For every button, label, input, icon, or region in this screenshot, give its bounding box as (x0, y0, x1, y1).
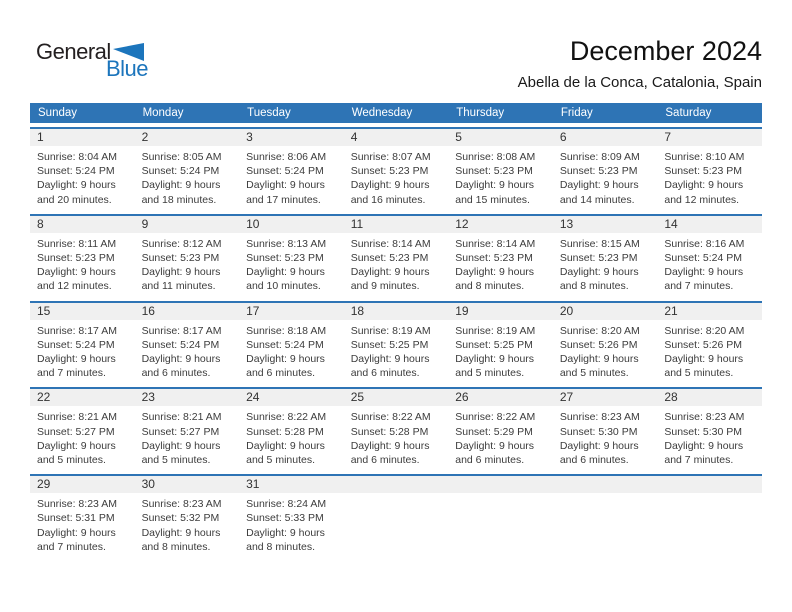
sunset-line: Sunset: 5:28 PM (350, 425, 429, 438)
weeks-container (30, 127, 762, 554)
sunset-line: Sunset: 5:24 PM (141, 165, 220, 178)
day-number: 7 (664, 130, 672, 144)
sunrise-line: Sunrise: 8:13 AM (246, 237, 327, 250)
day-number: 29 (37, 477, 51, 492)
week-row (30, 301, 762, 381)
sunrise-line: Sunrise: 8:21 AM (141, 411, 222, 424)
sunrise-line: Sunrise: 8:23 AM (37, 498, 117, 511)
day-number: 21 (664, 303, 678, 318)
daylight-line: Daylight: 9 hours and 5 minutes. (246, 439, 325, 467)
day-cell (553, 233, 658, 294)
sunrise-line: Sunrise: 8:24 AM (246, 498, 327, 511)
day-cell (239, 146, 344, 207)
sunset-line: Sunset: 5:28 PM (246, 425, 324, 438)
day-number: 19 (455, 303, 469, 318)
sunset-line: Sunset: 5:23 PM (455, 165, 533, 178)
sunrise-line: Sunrise: 8:21 AM (37, 411, 117, 424)
sunrise-line: Sunrise: 8:07 AM (350, 151, 431, 163)
sunrise-line: Sunrise: 8:10 AM (664, 151, 745, 163)
day-number: 4 (350, 130, 358, 144)
sunset-line: Sunset: 5:26 PM (664, 338, 743, 351)
sunrise-line: Sunrise: 8:17 AM (37, 324, 117, 337)
day-cell (448, 233, 553, 294)
sunset-line: Sunset: 5:23 PM (141, 252, 220, 265)
day-cell (135, 233, 240, 294)
daylight-line: Daylight: 9 hours and 9 minutes. (350, 266, 430, 293)
weekday-label-wednesday: Wednesday (351, 107, 413, 119)
sunrise-line: Sunrise: 8:14 AM (455, 237, 536, 250)
daylight-line: Daylight: 9 hours and 6 minutes. (246, 353, 325, 380)
day-number: 22 (37, 390, 51, 405)
daylight-line: Daylight: 9 hours and 6 minutes. (350, 439, 430, 467)
day-cell (344, 320, 449, 381)
day-cell (135, 406, 240, 467)
sunset-line: Sunset: 5:33 PM (246, 512, 324, 525)
day-cell (30, 493, 135, 554)
sunrise-line: Sunrise: 8:12 AM (141, 237, 222, 250)
sunrise-line: Sunrise: 8:06 AM (246, 151, 327, 163)
daylight-line: Daylight: 9 hours and 18 minutes. (141, 179, 221, 206)
daylight-line: Daylight: 9 hours and 11 minutes. (141, 266, 221, 293)
sunset-line: Sunset: 5:27 PM (37, 425, 115, 438)
daylight-line: Daylight: 9 hours and 8 minutes. (455, 266, 535, 293)
day-number: 30 (141, 477, 155, 492)
day-number: 20 (559, 303, 574, 318)
sunrise-line: Sunrise: 8:18 AM (246, 324, 327, 337)
daylight-line: Daylight: 9 hours and 5 minutes. (141, 439, 221, 467)
day-number-band (30, 389, 762, 406)
daylight-line: Daylight: 9 hours and 5 minutes. (37, 439, 116, 467)
day-number: 3 (246, 130, 253, 144)
week-row (30, 214, 762, 294)
weekday-label-sunday: Sunday (38, 107, 78, 119)
sunset-line: Sunset: 5:24 PM (37, 165, 115, 178)
sunrise-line: Sunrise: 8:22 AM (455, 411, 536, 424)
sunset-line: Sunset: 5:29 PM (455, 425, 533, 438)
sunset-line: Sunset: 5:23 PM (350, 165, 429, 178)
day-number: 17 (246, 303, 260, 318)
day-number: 23 (141, 390, 155, 405)
page-title: December 2024 (569, 36, 762, 66)
sunset-line: Sunset: 5:26 PM (559, 338, 638, 351)
empty-day-cell (344, 493, 449, 554)
sunset-line: Sunset: 5:24 PM (664, 252, 743, 265)
day-number: 5 (455, 130, 462, 144)
daylight-line: Daylight: 9 hours and 17 minutes. (246, 179, 325, 206)
sunset-line: Sunset: 5:23 PM (559, 252, 638, 265)
day-number: 10 (246, 216, 260, 231)
weekday-header-row (30, 103, 762, 123)
logo-text-general: General (36, 39, 111, 64)
daylight-line: Daylight: 9 hours and 6 minutes. (455, 439, 535, 467)
sunset-line: Sunset: 5:23 PM (350, 252, 429, 265)
sunrise-line: Sunrise: 8:20 AM (664, 324, 745, 337)
day-cell (553, 146, 658, 207)
day-number: 2 (141, 130, 149, 144)
sunset-line: Sunset: 5:23 PM (559, 165, 638, 178)
daylight-line: Daylight: 9 hours and 16 minutes. (350, 179, 430, 206)
day-details-band (30, 146, 762, 207)
weekday-label-saturday: Saturday (665, 107, 712, 119)
page-subtitle: Abella de la Conca, Catalonia, Spain (517, 74, 762, 91)
day-cell (239, 320, 344, 381)
week-row (30, 474, 762, 554)
sunrise-line: Sunrise: 8:17 AM (141, 324, 222, 337)
daylight-line: Daylight: 9 hours and 15 minutes. (455, 179, 535, 206)
daylight-line: Daylight: 9 hours and 8 minutes. (141, 526, 221, 553)
day-number-band (30, 303, 762, 320)
daylight-line: Daylight: 9 hours and 5 minutes. (559, 353, 639, 380)
day-cell (239, 493, 344, 554)
week-row (30, 387, 762, 467)
day-number: 13 (559, 216, 574, 231)
empty-day-cell (657, 493, 762, 554)
daylight-line: Daylight: 9 hours and 5 minutes. (455, 353, 535, 380)
daylight-line: Daylight: 9 hours and 7 minutes. (664, 439, 744, 467)
sunrise-line: Sunrise: 8:15 AM (559, 237, 640, 250)
day-cell (657, 320, 762, 381)
sunset-line: Sunset: 5:24 PM (246, 338, 324, 351)
day-cell (239, 233, 344, 294)
day-number: 9 (141, 216, 149, 231)
day-cell (30, 233, 135, 294)
day-number: 11 (350, 216, 364, 231)
sunrise-line: Sunrise: 8:08 AM (455, 151, 536, 163)
sunrise-line: Sunrise: 8:23 AM (664, 411, 745, 424)
daylight-line: Daylight: 9 hours and 6 minutes. (559, 439, 639, 467)
day-number: 14 (664, 216, 678, 231)
day-number: 18 (350, 303, 365, 318)
sunset-line: Sunset: 5:23 PM (37, 252, 115, 265)
sunrise-line: Sunrise: 8:23 AM (141, 498, 222, 511)
day-cell (344, 146, 449, 207)
day-cell (344, 233, 449, 294)
day-cell (448, 146, 553, 207)
day-number: 27 (559, 390, 574, 405)
empty-day-number (448, 476, 553, 493)
day-cell (657, 406, 762, 467)
sunrise-line: Sunrise: 8:04 AM (37, 151, 117, 163)
day-cell (135, 146, 240, 207)
day-details-band (30, 233, 762, 294)
sunset-line: Sunset: 5:23 PM (246, 252, 324, 265)
sunset-line: Sunset: 5:24 PM (246, 165, 324, 178)
day-number: 16 (141, 303, 155, 318)
day-cell (30, 146, 135, 207)
sunset-line: Sunset: 5:31 PM (37, 512, 115, 525)
daylight-line: Daylight: 9 hours and 5 minutes. (664, 353, 744, 380)
day-number: 26 (455, 390, 469, 405)
day-cell (657, 233, 762, 294)
daylight-line: Daylight: 9 hours and 8 minutes. (559, 266, 639, 293)
daylight-line: Daylight: 9 hours and 6 minutes. (141, 353, 221, 380)
sunrise-line: Sunrise: 8:19 AM (455, 324, 536, 337)
sunrise-line: Sunrise: 8:19 AM (350, 324, 431, 337)
daylight-line: Daylight: 9 hours and 12 minutes. (37, 266, 116, 293)
daylight-line: Daylight: 9 hours and 10 minutes. (246, 266, 325, 293)
day-number-band (30, 476, 762, 493)
calendar-table (30, 103, 762, 561)
sunrise-line: Sunrise: 8:11 AM (37, 237, 117, 250)
sunset-line: Sunset: 5:23 PM (455, 252, 533, 265)
sunrise-line: Sunrise: 8:20 AM (559, 324, 640, 337)
day-cell (239, 406, 344, 467)
day-cell (344, 406, 449, 467)
day-number: 28 (664, 390, 678, 405)
sunset-line: Sunset: 5:27 PM (141, 425, 220, 438)
day-number-band (30, 216, 762, 233)
day-number: 25 (350, 390, 365, 405)
daylight-line: Daylight: 9 hours and 7 minutes. (664, 266, 744, 293)
sunset-line: Sunset: 5:30 PM (664, 425, 743, 438)
day-details-band (30, 406, 762, 467)
daylight-line: Daylight: 9 hours and 8 minutes. (246, 526, 325, 553)
daylight-line: Daylight: 9 hours and 20 minutes. (37, 179, 116, 206)
day-number: 6 (559, 130, 567, 144)
weekday-label-friday: Friday (560, 107, 593, 119)
day-cell (30, 406, 135, 467)
daylight-line: Daylight: 9 hours and 12 minutes. (664, 179, 744, 206)
day-cell (553, 406, 658, 467)
sunset-line: Sunset: 5:32 PM (141, 512, 220, 525)
day-cell (135, 320, 240, 381)
day-number: 12 (455, 216, 469, 231)
weekday-label-tuesday: Tuesday (247, 107, 291, 119)
day-cell (553, 320, 658, 381)
day-number-band (30, 129, 762, 146)
day-details-band (30, 493, 762, 554)
daylight-line: Daylight: 9 hours and 7 minutes. (37, 353, 116, 380)
day-cell (657, 146, 762, 207)
daylight-line: Daylight: 9 hours and 6 minutes. (350, 353, 430, 380)
sunrise-line: Sunrise: 8:23 AM (559, 411, 640, 424)
empty-day-number (657, 476, 762, 493)
sunset-line: Sunset: 5:24 PM (37, 338, 115, 351)
sunset-line: Sunset: 5:30 PM (559, 425, 638, 438)
sunset-line: Sunset: 5:25 PM (350, 338, 429, 351)
day-details-band (30, 320, 762, 381)
day-number: 24 (246, 390, 260, 405)
logo (36, 39, 149, 81)
daylight-line: Daylight: 9 hours and 7 minutes. (37, 526, 116, 553)
empty-day-number (344, 476, 449, 493)
sunrise-line: Sunrise: 8:14 AM (350, 237, 431, 250)
sunrise-line: Sunrise: 8:16 AM (664, 237, 745, 250)
day-number: 8 (37, 216, 44, 231)
sunrise-line: Sunrise: 8:09 AM (559, 151, 640, 163)
daylight-line: Daylight: 9 hours and 14 minutes. (559, 179, 639, 206)
weekday-label-thursday: Thursday (456, 107, 505, 119)
day-cell (30, 320, 135, 381)
day-cell (448, 406, 553, 467)
day-cell (135, 493, 240, 554)
sunrise-line: Sunrise: 8:22 AM (246, 411, 327, 424)
week-row (30, 127, 762, 207)
logo-text-blue: Blue (106, 56, 149, 81)
empty-day-number (553, 476, 658, 493)
weekday-label-monday: Monday (142, 107, 184, 119)
sunset-line: Sunset: 5:25 PM (455, 338, 533, 351)
day-number: 31 (246, 477, 260, 492)
sunset-line: Sunset: 5:24 PM (141, 338, 220, 351)
sunrise-line: Sunrise: 8:22 AM (350, 411, 431, 424)
day-number: 15 (37, 303, 51, 318)
day-cell (448, 320, 553, 381)
day-number: 1 (37, 130, 44, 144)
empty-day-cell (448, 493, 553, 554)
empty-day-cell (553, 493, 658, 554)
sunrise-line: Sunrise: 8:05 AM (141, 151, 222, 163)
sunset-line: Sunset: 5:23 PM (664, 165, 743, 178)
